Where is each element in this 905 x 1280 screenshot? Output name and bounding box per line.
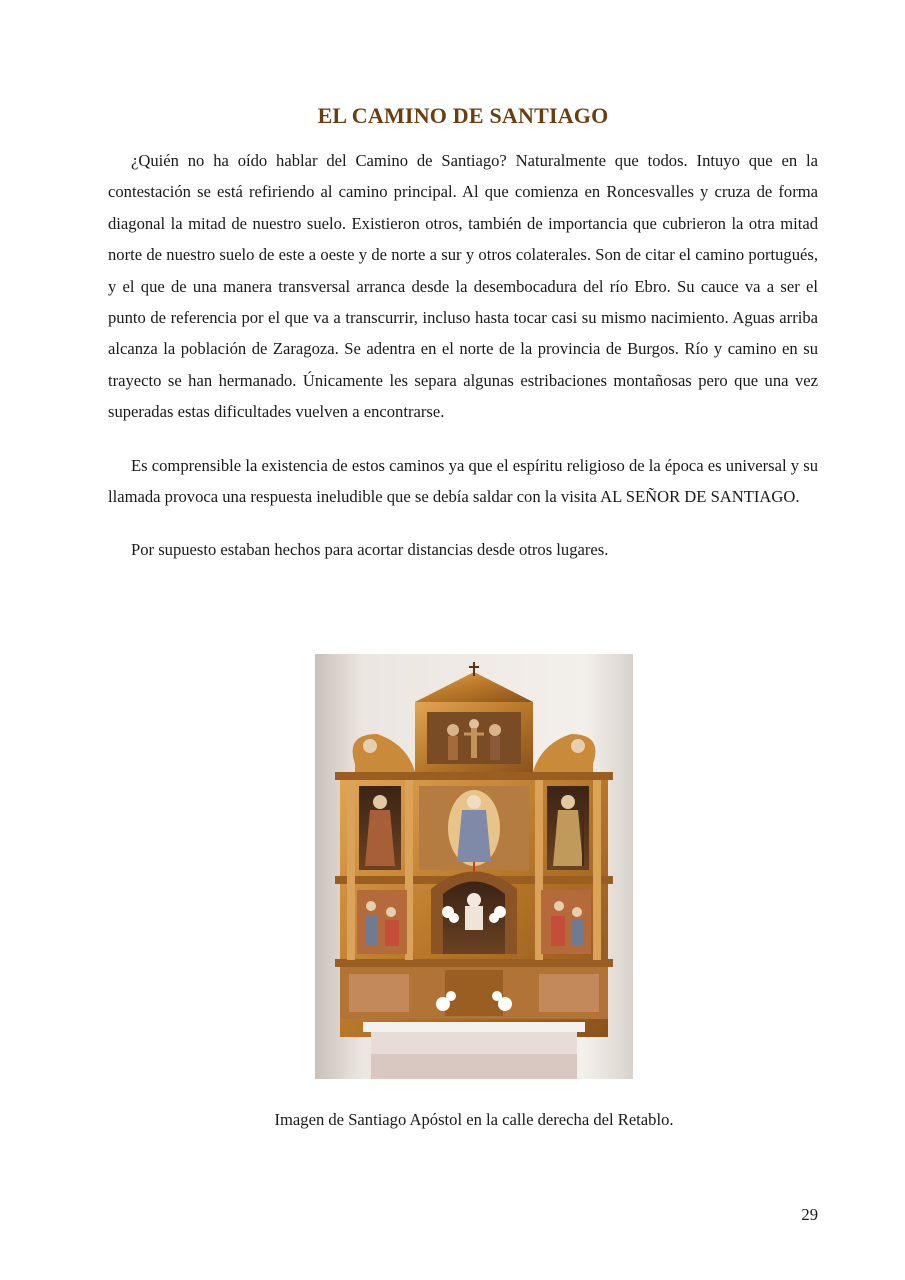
figure-caption: Imagen de Santiago Apóstol en la calle derecha del Retablo. bbox=[274, 1110, 674, 1129]
page-title: EL CAMINO DE SANTIAGO bbox=[317, 102, 609, 128]
body-text bbox=[108, 145, 818, 588]
paragraph-1: ¿Quién no ha oído hablar del Camino de Santiago? Naturalmente que todos. Intuyo que en la contestación se está refiriendo al camino principal. Al que comienza en Roncesvalles y cruza de forma diagonal la mitad de nuestro suelo. Existieron otros, también de importancia que cubrieron la otra mitad norte de nuestro suelo de este a oeste y de norte a sur y otros colaterales. Son de citar el camino portugués, y el que de una manera transversal arranca desde la desembocadura del río Ebro. Su cauce va a ser el punto de referencia por el que va a transcurrir, incluso hasta tocar casi su mismo nacimiento. Aguas arriba alcanza la población de Zaragoza. Se adentra en el norte de la provincia de Burgos. Río y camino en su trayecto se han hermanado. Únicamente les separa algunas estribaciones montañosas pero que una vez superadas estas dificultades vuelven a encontrarse. bbox=[108, 151, 818, 422]
paragraph-2: Es comprensible la existencia de estos caminos ya que el espíritu religioso de la época es universal y su llamada provoca una respuesta ineludible que se debía saldar con la visita AL SEÑOR DE SANTIAGO. bbox=[108, 455, 818, 507]
page-number: 29 bbox=[801, 1205, 818, 1224]
paragraph-3: Por supuesto estaban hechos para acortar distancias desde otros lugares. bbox=[131, 540, 609, 560]
altarpiece-photo bbox=[315, 654, 633, 1079]
